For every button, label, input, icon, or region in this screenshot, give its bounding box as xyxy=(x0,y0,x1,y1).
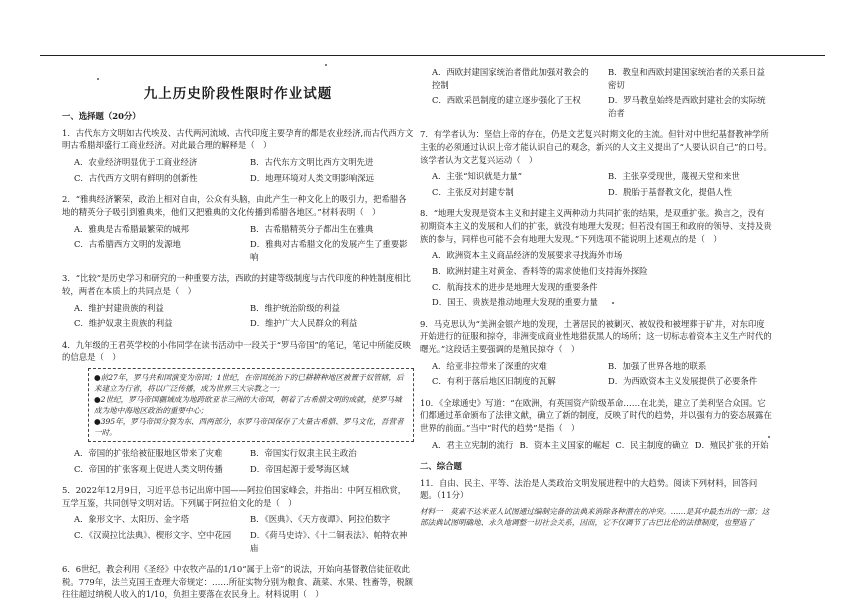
question-7-options xyxy=(420,170,772,201)
question-4-stem: 4．九年级的王君英学校的小伟同学在读书活动中一段关于“罗马帝国”的笔记，笔记中所能反映的信息是（ ） xyxy=(62,339,411,363)
question-5-stem: 5．2022年12月9日，习近平总书记出席中国——阿拉伯国家峰会，并指出：中阿互相欣赏，互学互鉴，共同创导文明对话。下列属于阿拉伯文化的是（ ） xyxy=(62,485,407,508)
question-8-stem: 8．“地理大发现是资本主义和封建主义两种动力共同扩张的结果，是双重扩张。换言之，没有初期资本主义的发展和人们的扩张，就没有地理大发现；但若没有国王和政府的领导、支持及贵族的参与，同样也可能不会有地理大发现。”下列选项不能说明上述观点的是（ ） xyxy=(420,208,772,244)
option-c[interactable]: C．古代西方文明有鲜明的创新性 xyxy=(74,172,198,183)
option-c[interactable]: C．民主制度的确立 xyxy=(615,439,689,450)
question-2-options xyxy=(62,223,414,267)
option-c[interactable]: C．帝国的扩张客观上促进人类文明传播 xyxy=(74,463,223,474)
option-d[interactable]: D．为西欧资本主义发展提供了必要条件 xyxy=(608,376,758,387)
question-10-stem: 10．《全球通史》写道：“在欧洲，有英国资产阶级革命……在北美，建立了美利坚合众国。它们都通过革命颁布了法律文献，确立了新的制度，反映了时代的趋势，并以强有力的姿态展露在世界的前面。”当中“时代的趋势”是指（ ） xyxy=(420,397,772,434)
note-line: ●前27年，罗马共和国演变为帝国；1世纪，在帝国统治下的已耕耕种地区被置于奴管辖，后来建立为行省，将以广泛传播，成为世界三大宗教之一； xyxy=(94,373,404,393)
option-c[interactable]: C．维护奴隶主贵族的利益 xyxy=(74,318,173,329)
option-a[interactable]: A．欧洲资本主义商品经济的发展要求寻找海外市场 xyxy=(432,250,623,261)
note-line: ●2世纪，罗马帝国疆域成为地跨欧亚非三洲的大帝国，朝着了古希腊文明的成就，使罗马城成为地中海地区政治的重要中心； xyxy=(94,395,402,415)
option-d[interactable]: D．殖民扩张的开始 xyxy=(694,439,769,450)
option-c[interactable]: C．有利于落后地区旧制度的瓦解 xyxy=(432,376,556,387)
question-9-options xyxy=(420,360,772,391)
option-d[interactable]: D．雅典对古希腊文化的发展产生了重要影响 xyxy=(250,239,408,262)
question-3-options xyxy=(62,302,414,333)
option-c[interactable]: C．主张反对封建专制 xyxy=(432,186,514,197)
note-line: ●395年，罗马帝国分裂为东、西两部分，东罗马帝国保存了大量古希腊、罗马文化，吾营者一时。 xyxy=(94,417,404,437)
option-b[interactable]: B．主张享受现世，蔑视天堂和来世 xyxy=(608,171,740,182)
option-a[interactable]: A．农业经济明显优于工商业经济 xyxy=(74,157,198,168)
option-a[interactable]: A．君主立宪制的流行 xyxy=(432,439,514,450)
question-1-options xyxy=(62,156,414,187)
option-d[interactable]: D．国王、贵族是推动地理大发现的重要力量 xyxy=(432,297,598,308)
option-c[interactable]: C．古希腊西方文明的发源地 xyxy=(74,239,181,250)
question-6-options xyxy=(420,66,772,122)
question-3-stem: 3．“比较”是历史学习和研究的一种重要方法，西欧的封建等级制度与古代印度的种姓制度相比较，两者在本质上的共同点是（ ） xyxy=(62,273,411,296)
option-c[interactable]: C．《汉谟拉比法典》、楔形文字、空中花园 xyxy=(74,530,232,541)
option-b[interactable]: B．资本主义国家的崛起 xyxy=(519,439,610,450)
right-column xyxy=(420,66,772,529)
material-one: 材料一 莫索不达米亚人试图通过编制完备的法典来消除各种潜在的冲突。……是其中最杰出的一部；这部法典试图明确地、永久地调整一切社会关系，因而，它不仅调节了古巴比伦的法律制度，也塑造了 xyxy=(420,507,770,528)
option-b[interactable]: B．《医典》、《天方夜谭》、阿拉伯数字 xyxy=(250,514,391,525)
option-a[interactable]: A．雅典是古希腊最繁荣的城邦 xyxy=(74,223,189,234)
question-7-stem: 7．有学者认为：坚信上帝的存在，仍是文艺复兴时期文化的主流。但针对中世纪基督教神学所主张的必须通过认识上帝才能认识自己的观念，新兴的人文主义提出了“人要认识自己”的口号。该学者认为文艺复兴运动（ ） xyxy=(420,129,772,165)
study-notes-box xyxy=(88,368,414,442)
option-d[interactable]: D．罗马教皇始终是西欧封建社会的实际统治者 xyxy=(608,95,766,118)
left-column xyxy=(62,66,414,605)
page-title: 九上历史阶段性限时作业试题 xyxy=(143,86,333,102)
option-a[interactable]: A．维护封建贵族的利益 xyxy=(74,302,164,313)
option-b[interactable]: B．帝国实行奴隶主民主政治 xyxy=(250,448,357,458)
question-9-stem: 9．马克思认为“美洲金银产地的发现，土著居民的被剿灭、被奴役和被埋葬于矿井，对东印度开始进行的征服和掠夺，非洲变成商业性地猎获黑人的场所；这一切标志着资本主义生产时代的曙光。”这段话主要强调的是殖民掠夺（ ） xyxy=(420,318,772,354)
option-c[interactable]: C．西欧采邑制度的建立逐步强化了王权 xyxy=(432,95,581,106)
question-2-stem: 2．“雅典经济繁荣，政治上相对自由，公众有头脑，由此产生一种文化上的吸引力，把希腊各地的精英分子吸引到雅典来，他们又把雅典的文化传播到希腊各地区。”材料表明（ ） xyxy=(62,194,407,217)
question-10-options xyxy=(420,439,772,455)
section-heading-comprehensive: 二、综合题 xyxy=(420,461,462,472)
option-c[interactable]: C．航海技术的进步是地理大发现的重要条件 xyxy=(432,281,598,292)
option-b[interactable]: B．加强了世界各地的联系 xyxy=(608,360,707,371)
option-d[interactable]: D．帝国起源于爱琴海区域 xyxy=(250,463,349,474)
question-5-options xyxy=(62,513,414,557)
option-a[interactable]: A．主张“知识就是力量” xyxy=(432,171,522,182)
option-a[interactable]: A．西欧封建国家统治者借此加强对教会的控制 xyxy=(432,67,589,90)
question-4-options xyxy=(62,447,414,478)
question-1-stem: 1．古代东方文明如古代埃及、古代两河流域、古代印度主要孕育的都是农业经济,而古代西方文明古希腊却盛行工商业经济。对此最合理的解释是（ ） xyxy=(62,127,414,151)
option-b[interactable]: B．古代东方文明比西方文明先进 xyxy=(250,157,374,168)
option-d[interactable]: D．《荷马史诗》、《十二铜表法》、帕特农神庙 xyxy=(250,530,408,553)
question-8-options xyxy=(420,249,772,311)
option-d[interactable]: D．脱胎于基督教文化，提倡人性 xyxy=(608,186,732,197)
option-a[interactable]: A．给亚非拉带来了深重的灾难 xyxy=(432,360,547,371)
section-heading-choice: 一、选择题（20分） xyxy=(62,111,141,122)
question-11-stem: 11．自由、民主、平等、法治是人类政治文明发展进程中的大趋势。阅读下列材料，回答问题。（11分） xyxy=(420,477,758,501)
option-b[interactable]: B．教皇和西欧封建国家统治者的关系日益密切 xyxy=(608,67,765,90)
top-rule xyxy=(40,55,825,56)
option-d[interactable]: D．维护广大人民群众的利益 xyxy=(250,318,358,329)
question-6-stem: 6．6世纪，教会利用《圣经》中农牧产品的1/10“属于上帝”的说法，开始向基督教信徒征收此税。779年，法兰克国王查理大帝规定：……所征实物分别为粮食、蔬菜、水果、牲畜等，税额往往超过纳税人收入的1/10，负担主要落在农民身上。材料说明（ ） xyxy=(62,564,413,600)
option-d[interactable]: D．地理环境对人类文明影响深远 xyxy=(250,172,374,183)
option-b[interactable]: B．维护统治阶级的利益 xyxy=(250,302,340,313)
option-b[interactable]: B．古希腊精英分子都出生在雅典 xyxy=(250,223,374,234)
option-b[interactable]: B．欧洲封建主对黄金、香料等的需求使他们支持海外探险 xyxy=(432,265,648,276)
option-a[interactable]: A．帝国的扩张给被征服地区带来了灾难 xyxy=(74,448,223,458)
option-a[interactable]: A．象形文字、太阳历、金字塔 xyxy=(74,514,189,525)
